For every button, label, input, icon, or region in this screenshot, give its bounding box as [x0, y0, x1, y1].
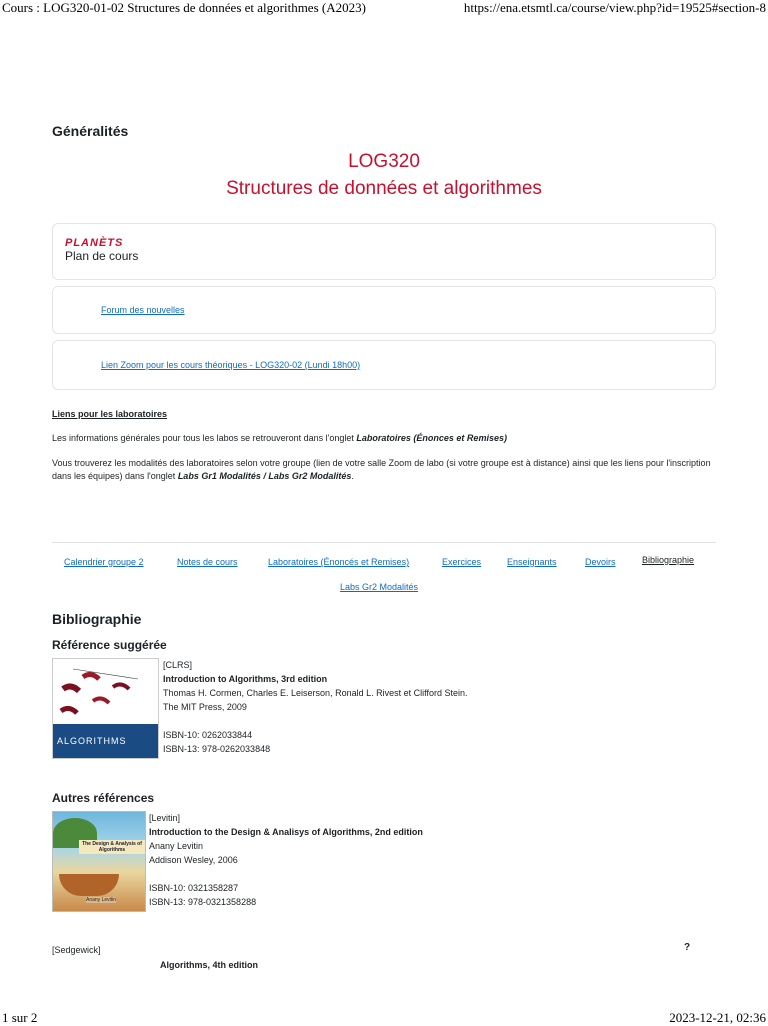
tab-labs-gr2-modalites[interactable]: Labs Gr2 Modalités — [340, 582, 419, 592]
labs-paragraph-2 — [52, 457, 717, 483]
levitin-cover-title: The Design & Analysis of Algorithms — [79, 840, 145, 854]
clrs-mobile-art — [53, 659, 158, 729]
levitin-cover-author: Anany Levitin — [86, 897, 117, 903]
plan-de-cours-card[interactable] — [52, 223, 716, 280]
labs-p2-bold: Labs Gr1 Modalités / Labs Gr2 Modalités — [177, 471, 352, 481]
print-header — [0, 0, 768, 16]
plan-de-cours-label: Plan de cours — [65, 249, 139, 263]
clrs-publisher: The MIT Press, 2009 — [163, 702, 247, 712]
suggested-reference-heading: Référence suggérée — [52, 638, 167, 652]
labs-heading: Liens pour les laboratoires — [52, 409, 168, 419]
tab-calendrier-groupe-2[interactable]: Calendrier groupe 2 — [64, 557, 144, 567]
levitin-title: Introduction to the Design & Analisys of Algorithms, 2nd edition — [149, 827, 423, 837]
levitin-tag: [Levitin] — [149, 813, 181, 823]
tab-enseignants[interactable]: Enseignants — [507, 557, 557, 567]
labs-p1-bold: Laboratoires (Énonces et Remises) — [356, 433, 507, 443]
print-footer-page: 1 sur 2 — [2, 1010, 38, 1025]
levitin-authors: Anany Levitin — [149, 841, 204, 851]
sedgewick-title: Algorithms, 4th edition — [160, 960, 258, 970]
forum-link[interactable]: Forum des nouvelles — [101, 305, 185, 315]
levitin-isbn10: ISBN-10: 0321358287 — [149, 883, 239, 893]
course-name: Structures de données et algorithmes — [226, 178, 542, 199]
planets-brand: PLANÈTS — [65, 237, 124, 249]
levitin-details — [149, 811, 423, 909]
clrs-details — [163, 658, 467, 756]
clrs-isbn10: ISBN-10: 0262033844 — [163, 730, 253, 740]
levitin-publisher: Addison Wesley, 2006 — [149, 855, 238, 865]
forum-card — [52, 286, 716, 334]
print-footer-date: 2023-12-21, 02:36 — [669, 1010, 766, 1025]
tab-bibliographie[interactable]: Bibliographie — [642, 555, 695, 565]
clrs-authors: Thomas H. Cormen, Charles E. Leiserson, Ronald L. Rivest et Clifford Stein. — [163, 688, 468, 698]
tab-notes-de-cours[interactable]: Notes de cours — [177, 557, 238, 567]
clrs-cover-title: ALGORITHMS — [57, 736, 127, 746]
sedgewick-tag: [Sedgewick] — [52, 945, 101, 955]
labs-p2-end: . — [351, 471, 354, 481]
clrs-tag: [CLRS] — [163, 660, 193, 670]
print-header-url: https://ena.etsmtl.ca/course/view.php?id=19525#section-8 — [463, 0, 766, 15]
planets-logo[interactable] — [65, 238, 138, 263]
levitin-book-cover — [52, 811, 146, 912]
print-header-title: Cours : LOG320-01-02 Structures de données et algorithmes (A2023) — [2, 0, 366, 15]
labs-p1-text: Les informations générales pour tous les labos se retrouveront dans l'onglet — [52, 433, 357, 443]
section-title: Généralités — [52, 123, 129, 139]
clrs-title: Introduction to Algorithms, 3rd edition — [163, 674, 328, 684]
clrs-book-cover — [52, 658, 159, 759]
tab-devoirs[interactable]: Devoirs — [585, 557, 616, 567]
zoom-card — [52, 340, 716, 390]
tab-laboratoires[interactable]: Laboratoires (Énoncés et Remises) — [268, 557, 410, 567]
zoom-link[interactable]: Lien Zoom pour les cours théoriques - LOG320-02 (Lundi 18h00) — [101, 360, 361, 370]
clrs-isbn13: ISBN-13: 978-0262033848 — [163, 744, 271, 754]
missing-image-icon: ? — [684, 942, 691, 953]
bibliography-title: Bibliographie — [52, 611, 142, 627]
divider — [52, 542, 716, 543]
course-code: LOG320 — [348, 151, 420, 172]
tab-exercices[interactable]: Exercices — [442, 557, 482, 567]
labs-paragraph-1 — [52, 432, 717, 445]
other-references-heading: Autres références — [52, 791, 155, 805]
levitin-cover-boat — [59, 874, 119, 896]
labs-p2-text: Vous trouverez les modalités des laboratoires selon votre groupe (lien de votre salle Zoom de labo (si votre groupe est à distance) ainsi que les liens pour l'inscription dans les équipes) dans l'onglet — [52, 458, 711, 481]
levitin-isbn13: ISBN-13: 978-0321358288 — [149, 897, 257, 907]
